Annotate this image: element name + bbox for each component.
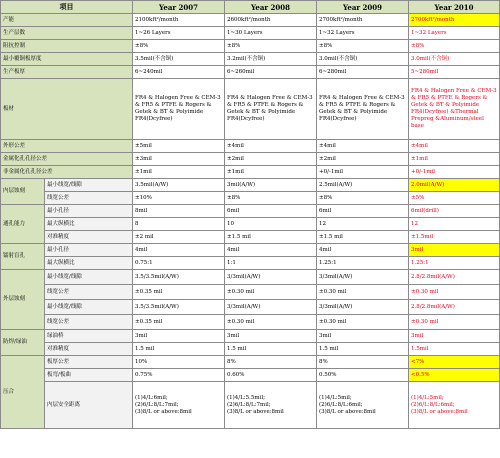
cell-2009: ±2mil	[317, 153, 409, 166]
cell-2010: 5~280mil	[409, 66, 500, 79]
cell-2010: ±0.30 mil	[409, 315, 500, 330]
table-row	[1, 343, 500, 356]
cell-2010: ±8%	[409, 40, 500, 53]
table-row	[1, 192, 500, 205]
cell-2009: 6mil	[317, 205, 409, 218]
cell-2008: FR4 & Halogen Free & CEM-3 & FR5 & PTFE & Rogers & Getek & BT & Polyimide FR4(Dcyfree)	[225, 79, 317, 140]
cell-2007: ±1mil	[133, 166, 225, 179]
cell-2007: 0.75%	[133, 369, 225, 382]
table-row	[1, 369, 500, 382]
row-group-label: 镭射盲孔	[1, 244, 45, 270]
cell-2010: 1.5mil	[409, 343, 500, 356]
table-row	[1, 218, 500, 231]
cell-2010: 2.8/2.8mil(A/W)	[409, 270, 500, 285]
cell-2010: <7%	[409, 356, 500, 369]
table-row	[1, 382, 500, 429]
cell-2010: ±1.5mil	[409, 231, 500, 244]
table-row	[1, 257, 500, 270]
row-sub-label: 内层安全距离	[45, 382, 133, 429]
cell-2008: ±8%	[225, 192, 317, 205]
row-label: 生产板厚	[1, 66, 133, 79]
row-sub-label: 线宽公差	[45, 315, 133, 330]
cell-2007: 2100kft²/month	[133, 14, 225, 27]
cell-2009: 3/3mil(A/W)	[317, 270, 409, 285]
table-row	[1, 205, 500, 218]
table-row	[1, 40, 500, 53]
cell-2008: 3mil	[225, 330, 317, 343]
cell-2009: FR4 & Halogen Free & CEM-3 & FR5 & PTFE & Rogers & Getek & BT & Polyimide FR4(Dcyfree)	[317, 79, 409, 140]
cell-2010: 2.8/2.8mil(A/W)	[409, 300, 500, 315]
row-sub-label: 最小孔径	[45, 205, 133, 218]
row-sub-label: 对准精度	[45, 343, 133, 356]
cell-2007: 3.5mil(不含铜)	[133, 53, 225, 66]
cell-2009: 1~32 Layers	[317, 27, 409, 40]
cell-2008: ±0.30 mil	[225, 285, 317, 300]
table-row	[1, 179, 500, 192]
cell-2010: ±5%	[409, 192, 500, 205]
row-sub-label: 板厚公差	[45, 356, 133, 369]
cell-2010: 1~32 Layers	[409, 27, 500, 40]
cell-2007: 10%	[133, 356, 225, 369]
row-group-label: 防焊/绿油	[1, 330, 45, 356]
header-row	[1, 1, 500, 14]
cell-2007: ±0.35 mil	[133, 315, 225, 330]
cell-2010: 3mil	[409, 244, 500, 257]
cell-2008: 3mil(A/W)	[225, 179, 317, 192]
table-row	[1, 270, 500, 285]
row-label: 生产层数	[1, 27, 133, 40]
cell-2010: 3mil	[409, 330, 500, 343]
cell-2008: 6mil	[225, 205, 317, 218]
row-group-label: 外层蚀刻	[1, 270, 45, 330]
row-sub-label: 最小线宽/线隙	[45, 179, 133, 192]
cell-2009: ±4mil	[317, 140, 409, 153]
cell-2010: <0.5%	[409, 369, 500, 382]
row-label: 最小覆铜板厚度	[1, 53, 133, 66]
cell-2009: 12	[317, 218, 409, 231]
cell-2009: ±8%	[317, 192, 409, 205]
cell-2009: ±0.30 mil	[317, 315, 409, 330]
cell-2008: ±0.30 mil	[225, 315, 317, 330]
cell-2010: ±0.30 mil	[409, 285, 500, 300]
cell-2009: 0.50%	[317, 369, 409, 382]
cell-2007: ±5mil	[133, 140, 225, 153]
cell-2007: 1.5 mil	[133, 343, 225, 356]
cell-2007: ±2 mil	[133, 231, 225, 244]
table-row	[1, 285, 500, 300]
cell-2007: 3mil	[133, 330, 225, 343]
cell-2008: 1:1	[225, 257, 317, 270]
cell-2007: ±8%	[133, 40, 225, 53]
cell-2007: 8	[133, 218, 225, 231]
row-group-label: 压合	[1, 356, 45, 429]
header-year-2010: Year 2010	[409, 1, 500, 14]
header-item: 项目	[1, 1, 133, 14]
row-sub-label: 最大纵横比	[45, 257, 133, 270]
row-label: 阻抗控制	[1, 40, 133, 53]
cell-2009: 3/3mil(A/W)	[317, 300, 409, 315]
row-sub-label: 对准精度	[45, 231, 133, 244]
cell-2010: 2700kft²/month	[409, 14, 500, 27]
cell-2009: 2700kft²/month	[317, 14, 409, 27]
row-sub-label: 最大纵横比	[45, 218, 133, 231]
cell-2009: ±0.30 mil	[317, 285, 409, 300]
cell-2009: ±1.5 mil	[317, 231, 409, 244]
cell-2008: ±1.5 mil	[225, 231, 317, 244]
cell-2008: 0.60%	[225, 369, 317, 382]
cell-2010: 6mil(drill)	[409, 205, 500, 218]
table-row	[1, 66, 500, 79]
row-sub-label: 最小线宽/线隙	[45, 270, 133, 285]
cell-2007: 4mil	[133, 244, 225, 257]
cell-2007: ±3mil	[133, 153, 225, 166]
cell-2008: 8%	[225, 356, 317, 369]
table-body	[1, 14, 500, 429]
row-sub-label: 线宽公差	[45, 192, 133, 205]
table-row	[1, 300, 500, 315]
cell-2008: 1.5 mil	[225, 343, 317, 356]
cell-2010: FR4 & Halogen Free & CEM-3 & FR5 & PTFE & Rogers & Getek & BT & Polyimide FR4(Dcyfree) &Thermal Prepreg &Aluminum/steel base	[409, 79, 500, 140]
cell-2008: (1)4/L:5.5mil; (2)6/L:8/L:7mil; (3)8/L or above:8mil	[225, 382, 317, 429]
header-year-2007: Year 2007	[133, 1, 225, 14]
cell-2009: 4mil	[317, 244, 409, 257]
row-label: 外形公差	[1, 140, 133, 153]
cell-2008: 1~30 Layers	[225, 27, 317, 40]
table-row	[1, 14, 500, 27]
cell-2010: ±4mil	[409, 140, 500, 153]
row-group-label: 内层蚀刻	[1, 179, 45, 205]
cell-2009: 3.0mil(不含铜)	[317, 53, 409, 66]
cell-2009: 6~280mil	[317, 66, 409, 79]
cell-2008: ±4mil	[225, 140, 317, 153]
cell-2010: 1.25:1	[409, 257, 500, 270]
row-sub-label: 绿油桥	[45, 330, 133, 343]
cell-2008: 3/3mil(A/W)	[225, 270, 317, 285]
cell-2009: +0/-1mil	[317, 166, 409, 179]
cell-2010: +0/-1mil	[409, 166, 500, 179]
row-sub-label: 板弯/板曲	[45, 369, 133, 382]
cell-2007: 6~240mil	[133, 66, 225, 79]
cell-2009: 1.5 mil	[317, 343, 409, 356]
cell-2008: 6~260mil	[225, 66, 317, 79]
cell-2008: 4mil	[225, 244, 317, 257]
cell-2010: 12	[409, 218, 500, 231]
table-row	[1, 153, 500, 166]
cell-2007: (1)4/L:6mil; (2)6/L:8/L:7mil; (3)8/L or above:8mil	[133, 382, 225, 429]
cell-2008: 3.2mil(不含铜)	[225, 53, 317, 66]
cell-2008: ±1mil	[225, 166, 317, 179]
table-row	[1, 244, 500, 257]
cell-2008: 2600kft²/month	[225, 14, 317, 27]
cell-2010: (1)4/L:5mil; (2)6/L:8/L:6mil; (3)8/L or above:8mil	[409, 382, 500, 429]
table-row	[1, 356, 500, 369]
cell-2009: 8%	[317, 356, 409, 369]
cell-2009: 2.5mil(A/W)	[317, 179, 409, 192]
cell-2007: 3.5/3.5mil(A/W)	[133, 270, 225, 285]
cell-2008: 10	[225, 218, 317, 231]
cell-2008: 3/3mil(A/W)	[225, 300, 317, 315]
row-sub-label: 最小线宽/线隙	[45, 300, 133, 315]
table-row	[1, 166, 500, 179]
table-row	[1, 140, 500, 153]
cell-2009: ±8%	[317, 40, 409, 53]
row-sub-label: 最小孔径	[45, 244, 133, 257]
header-year-2008: Year 2008	[225, 1, 317, 14]
cell-2007: 3.5/3.5mil(A/W)	[133, 300, 225, 315]
cell-2007: 3.5mil(A/W)	[133, 179, 225, 192]
cell-2007: FR4 & Halogen Free & CEM-3 & FR5 & PTFE & Rogers & Getek & BT & Polyimide FR4(Dcyfree)	[133, 79, 225, 140]
row-sub-label: 线宽公差	[45, 285, 133, 300]
row-label: 非金属化孔孔径公差	[1, 166, 133, 179]
cell-2010: 3.0mil(不含铜)	[409, 53, 500, 66]
table-row	[1, 53, 500, 66]
table-row	[1, 79, 500, 140]
cell-2009: 1.25:1	[317, 257, 409, 270]
cell-2007: 8mil	[133, 205, 225, 218]
cell-2008: ±2mil	[225, 153, 317, 166]
cell-2009: 3mil	[317, 330, 409, 343]
cell-2010: ±1mil	[409, 153, 500, 166]
row-label: 产能	[1, 14, 133, 27]
row-label: 金属化孔孔径公差	[1, 153, 133, 166]
row-group-label: 通孔能力	[1, 205, 45, 244]
table-row	[1, 315, 500, 330]
cell-2008: ±8%	[225, 40, 317, 53]
cell-2009: (1)4/L:5mil; (2)6/L:8/L:6mil; (3)8/L or above:8mil	[317, 382, 409, 429]
header-year-2009: Year 2009	[317, 1, 409, 14]
cell-2007: 1~26 Layers	[133, 27, 225, 40]
cell-2007: ±0.35 mil	[133, 285, 225, 300]
cell-2010: 2.0mil(A/W)	[409, 179, 500, 192]
table-row	[1, 330, 500, 343]
cell-2007: 0.75:1	[133, 257, 225, 270]
cell-2007: ±10%	[133, 192, 225, 205]
table-row	[1, 231, 500, 244]
table-row	[1, 27, 500, 40]
row-label: 板材	[1, 79, 133, 140]
